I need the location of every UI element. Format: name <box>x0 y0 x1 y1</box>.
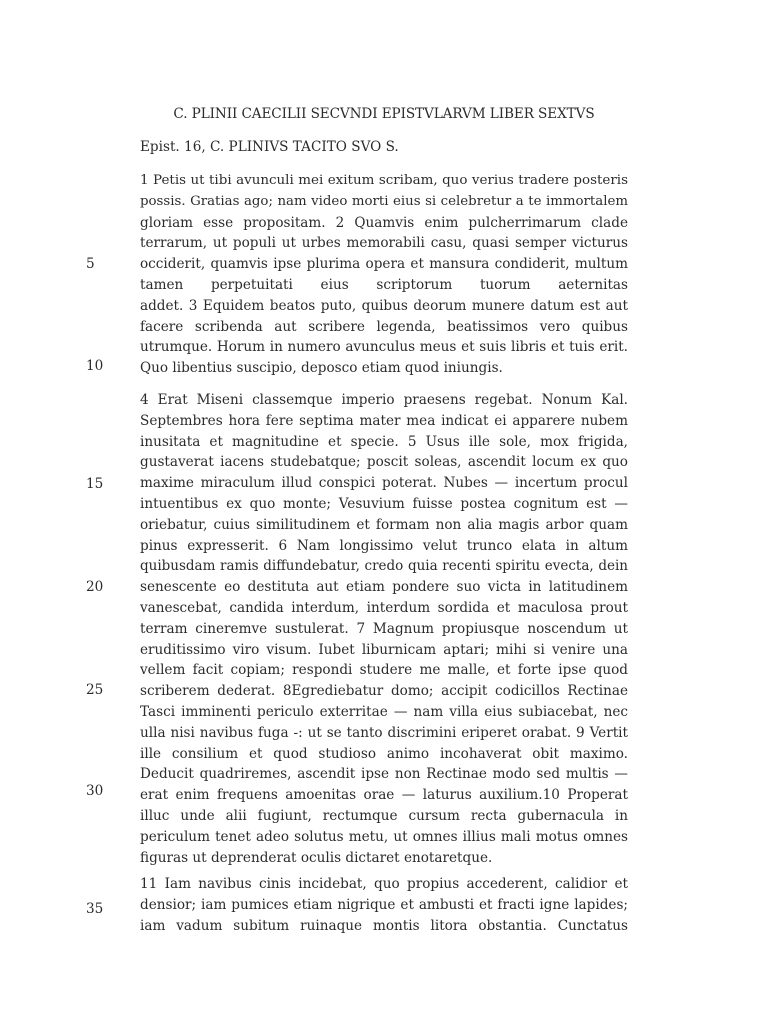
line-number: 30 <box>86 783 104 799</box>
text-line: scriberem dederat. 8Egrediebatur domo; accipit codicillos Rectinae <box>140 683 628 700</box>
text-line: gustaverat iacens studebatque; poscit soleas, ascendit locum ex quo <box>140 454 628 471</box>
line-number: 35 <box>86 901 104 917</box>
line-number: 5 <box>86 256 95 272</box>
line-number: 10 <box>86 358 104 374</box>
text-line: vanescebat, candida interdum, interdum sordida et maculosa prout <box>140 599 628 616</box>
text-line: Septembres hora fere septima mater mea indicat ei apparere nubem <box>140 412 628 429</box>
paragraph <box>140 390 628 868</box>
text-line: pinus expresserit. 6 Nam longissimo velut trunco elata in altum <box>140 537 628 554</box>
text-line: terram cineremve sustulerat. 7 Magnum propiusque noscendum ut <box>140 620 628 637</box>
text-line: figuras ut deprenderat oculis dictaret enotaretque. <box>140 849 493 866</box>
text-line: 11 Iam navibus cinis incidebat, quo propius accederent, calidior et <box>140 876 628 892</box>
text-line: terrarum, ut populi ut urbes memorabili casu, quasi semper victurus <box>140 235 628 252</box>
text-line: inusitata et magnitudine et specie. 5 Usus ille sole, mox frigida, <box>140 433 628 450</box>
text-line: quibusdam ramis diffundebatur, credo quia recenti spiritu evecta, dein <box>140 558 628 575</box>
text-line: vellem facit copiam; respondi studere me malle, et forte ipse quod <box>140 662 628 679</box>
text-line: ulla nisi navibus fuga -: ut se tanto discrimini eriperet orabat. 9 Vertit <box>140 724 628 741</box>
text-line: addet. 3 Equidem beatos puto, quibus deorum munere datum est aut <box>140 297 628 314</box>
text-line: iam vadum subitum ruinaque montis litora obstantia. Cunctatus <box>140 917 628 934</box>
paragraph <box>140 874 628 936</box>
text-line: gloriam esse propositam. 2 Quamvis enim pulcherrimarum clade <box>140 214 628 231</box>
text-line: Quo libentius suscipio, deposco etiam quod iniungis. <box>140 360 503 377</box>
text-line: 4 Erat Miseni classemque imperio praesens regebat. Nonum Kal. <box>140 392 628 408</box>
epistle-heading: Epist. 16, C. PLINIVS TACITO SVO S. <box>140 139 399 155</box>
text-line: Deducit quadriremes, ascendit ipse non Rectinae modo sed multis — <box>140 766 628 783</box>
text-line: facere scribenda aut scribere legenda, beatissimos vero quibus <box>140 318 628 335</box>
text-line: occiderit, quamvis ipse plurima opera et mansura condiderit, multum <box>140 256 628 273</box>
text-line: periculum tenet adeo solutus metu, ut omnes illius mali motus omnes <box>140 828 628 845</box>
line-number: 20 <box>86 579 104 595</box>
text-line: Tasci imminenti periculo exterritae — nam villa eius subiacebat, nec <box>140 703 628 720</box>
text-line: illuc unde alii fugiunt, rectumque cursum recta gubernacula in <box>140 807 628 824</box>
line-number: 15 <box>86 476 104 492</box>
text-line: oriebatur, cuius similitudinem et formam non alia magis arbor quam <box>140 516 628 533</box>
text-line: densior; iam pumices etiam nigrique et ambusti et fracti igne lapides; <box>140 896 628 913</box>
text-line: 1 Petis ut tibi avunculi mei exitum scribam, quo verius tradere posteris <box>140 173 628 188</box>
document-title: C. PLINII CAECILII SECVNDI EPISTVLARVM LIBER SEXTVS <box>173 106 595 122</box>
text-line: intuentibus ex quo monte; Vesuvium fuisse postea cognitum est — <box>140 495 628 512</box>
line-number: 25 <box>86 682 104 698</box>
text-line: erat enim frequens amoenitas orae — laturus auxilium.10 Properat <box>140 787 628 804</box>
text-line: eruditissimo viro visum. Iubet liburnicam aptari; mihi si venire una <box>140 641 628 658</box>
text-line: tamen perpetuitati eius scriptorum tuorum aeternitas <box>140 276 628 293</box>
paragraph <box>140 171 628 379</box>
text-line: utrumque. Horum in numero avunculus meus et suis libris et tuis erit. <box>140 339 628 356</box>
text-line: possis. Gratias ago; nam video morti eius si celebretur a te immortalem <box>140 193 628 209</box>
text-line: ille consilium et quod studioso animo incohaverat obit maximo. <box>140 745 628 762</box>
text-line: maxime miraculum illud conspici poterat. Nubes — incertum procul <box>140 475 628 492</box>
text-line: senescente eo destituta aut etiam pondere suo victa in latitudinem <box>140 579 628 596</box>
